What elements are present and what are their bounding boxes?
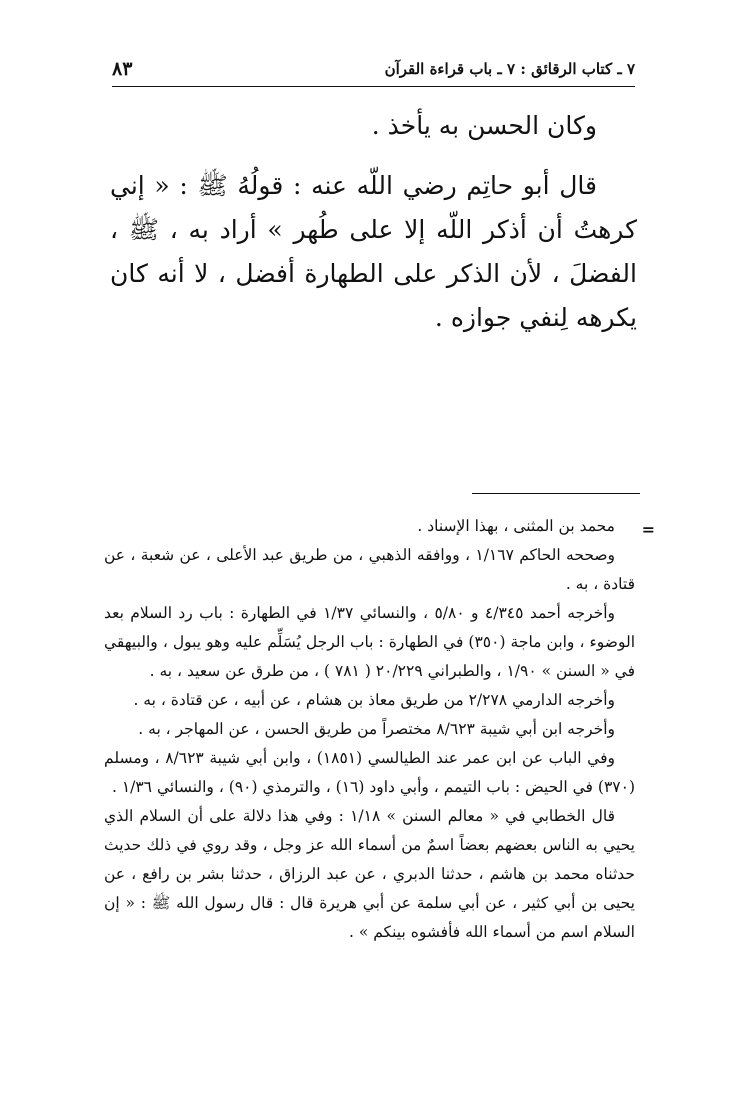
footnote-paragraph-7: قال الخطابي في « معالم السنن » ١/١٨ : وفي هذا دلالة على أن السلام الذي يحيي به الناس بعضهم بعضاً اسمٌ من أسماء الله عز وجل ، وقد روي في ذلك حديث حدثناه محمد بن هاشم ، حدثنا الدبري ، عن عبد الرزاق ، حدثنا بشر بن رافع ، عن يحيى بن أبي كثير ، عن أبي سلمة عن أبي هريرة قال : قال رسول الله ﷺ : « إن السلام اسم من أسماء الله فأفشوه بينكم » . (104, 807, 635, 941)
main-line-1: وكان الحسن به يأخذ . (371, 111, 597, 140)
main-text (110, 104, 637, 340)
footnote-paragraph-2: وصححه الحاكم ١/١٦٧ ، ووافقه الذهبي ، من طريق عبد الأعلى ، عن شعبة ، عن قتادة ، به . (104, 546, 635, 593)
footnote-paragraph-6: وفي الباب عن ابن عمر عند الطيالسي (١٨٥١) ، وابن أبي شيبة ٨/٦٢٣ ، ومسلم (٣٧٠) في الحيض : باب التيمم ، وأبي داود (١٦) ، والترمذي (٩٠) ، والنسائي ١/٣٦ . (104, 749, 635, 796)
page-number: ٨٣ (112, 58, 133, 80)
chapter-title: ٧ ـ كتاب الرقائق : ٧ ـ باب قراءة القرآن (384, 60, 635, 78)
main-paragraph-2: قال أبو حاتِم رضي اللّه عنه : قولُهُ ﷺ : « إني كرهتُ أن أذكر اللّه إلا على طُهر » أراد به ، ﷺ ، الفضلَ ، لأن الذكر على الطهارة أفضل ، لا أنه كان يكرهه لِنفي جوازه . (110, 171, 637, 332)
continuation-mark: = (641, 520, 655, 539)
footnote-separator (472, 493, 640, 494)
footnote-paragraph-3: وأخرجه أحمد ٤/٣٤٥ و ٥/٨٠ ، والنسائي ١/٣٧ في الطهارة : باب رد السلام بعد الوضوء ، وابن ماجة (٣٥٠) في الطهارة : باب الرجل يُسَلِّم عليه وهو يبول ، والبيهقي في « السنن » ١/٩٠ ، والطبراني ٢٠/٢٢٩ ( ٧٨١ ) ، من طرق عن سعيد ، به . (104, 604, 636, 680)
footnote-paragraph-1: محمد بن المثنى ، بهذا الإسناد . (417, 517, 615, 535)
footnote-paragraph-5: وأخرجه ابن أبي شيبة ٨/٦٢٣ مختصراً من طريق الحسن ، عن المهاجر ، به . (138, 720, 615, 738)
footnote-paragraph-4: وأخرجه الدارمي ٢/٢٧٨ من طريق معاذ بن هشام ، عن أبيه ، عن قتادة ، به . (133, 691, 615, 709)
footnotes (104, 512, 635, 947)
running-header (112, 56, 635, 87)
